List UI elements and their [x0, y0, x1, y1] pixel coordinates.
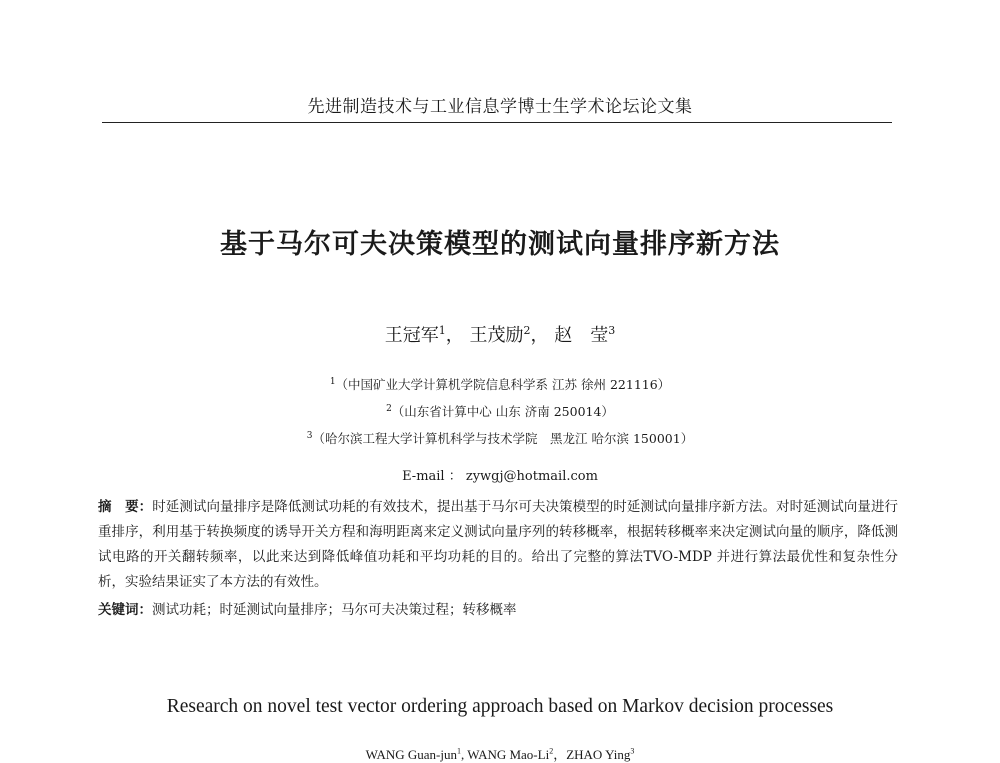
author-sup: 2 [523, 324, 531, 337]
abstract-text: 时延测试向量排序是降低测试功耗的有效技术，提出基于马尔可夫决策模型的时延测试向量排序新方法。对时延测试向量进行重排序，利用基于转换频度的诱导开关方程和海明距离来定义测试向量序列的转移概率，根据转移概率来决定测试向量的顺序，降低测试电路的开关翻转频率，以此来达到降低峰值功耗和平均功耗的目的。给出了完整的算法TVO-MDP 并进行算法最优性和复杂性分析，实验结果证实了本方法的有效性。 [98, 499, 899, 590]
en-author-name: ZHAO Ying [566, 747, 631, 762]
english-author-list [0, 744, 1000, 763]
header-rule [102, 122, 892, 123]
author-name: 王冠军 [384, 325, 439, 346]
running-head: 先进制造技术与工业信息学博士生学术论坛论文集 [307, 97, 693, 117]
en-author-sup: 2 [549, 746, 554, 756]
affiliation-3 [0, 429, 1000, 447]
email: E-mail ： zywgj@hotmail.com [402, 469, 598, 484]
en-author-sup: 1 [456, 746, 461, 756]
author-name: 王茂励 [469, 325, 524, 346]
author-name: 赵 莹 [554, 325, 609, 346]
en-author-name: WANG Mao-Li [467, 747, 550, 762]
affiliation-text: （哈尔滨工程大学计算机科学与技术学院 黑龙江 哈尔滨 150001） [312, 431, 694, 446]
en-author-name: WANG Guan-jun [365, 747, 457, 762]
affiliation-sup: 1 [329, 376, 336, 387]
affiliation-sup: 2 [386, 403, 392, 414]
author-sup: 3 [608, 324, 616, 337]
author-sep: ， [445, 325, 464, 346]
keywords-text: 测试功耗；时延测试向量排序；马尔可夫决策过程；转移概率 [152, 602, 517, 618]
abstract [98, 495, 898, 595]
author-sup: 1 [438, 324, 446, 337]
keywords [98, 598, 898, 623]
abstract-label: 摘 要： [98, 499, 153, 515]
affiliation-sup: 3 [306, 430, 313, 441]
affiliation-text: （山东省计算中心 山东 济南 250014） [391, 404, 614, 419]
english-title: Research on novel test vector ordering approach based on Markov decision processes [166, 696, 834, 717]
paper-title: 基于马尔可夫决策模型的测试向量排序新方法 [220, 229, 780, 260]
affiliation-text: （中国矿业大学计算机学院信息科学系 江苏 徐州 221116） [335, 377, 671, 392]
affiliation-1 [0, 375, 1000, 393]
en-author-sup: 3 [630, 746, 635, 756]
author-list [0, 321, 1000, 347]
keywords-label: 关键词： [98, 602, 152, 618]
en-author-sep: ， [553, 747, 567, 762]
author-sep: ， [530, 325, 549, 346]
affiliation-2 [0, 402, 1000, 420]
en-author-sep: , [460, 747, 468, 762]
